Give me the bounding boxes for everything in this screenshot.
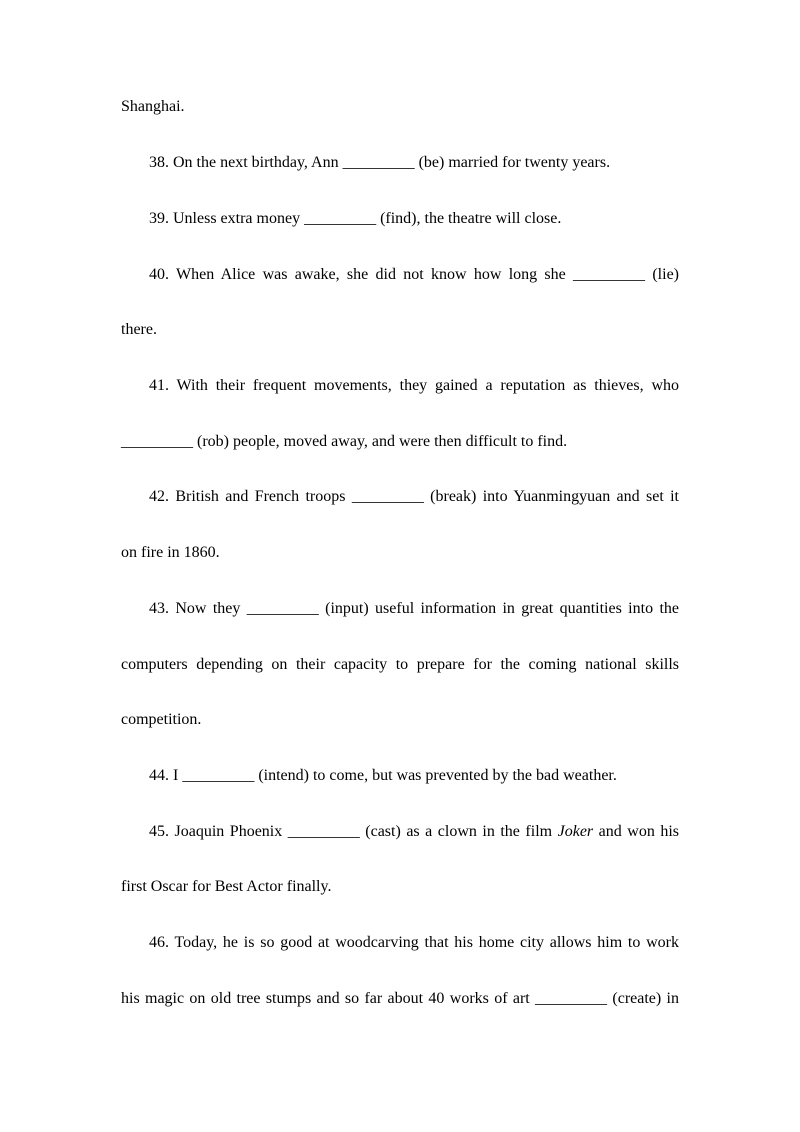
question-41-line-1: 41. With their frequent movements, they gained a reputation as thieves, who	[149, 377, 679, 394]
question-43-line-3: competition.	[121, 711, 202, 728]
question-44: 44. I _________ (intend) to come, but was prevented by the bad weather.	[149, 767, 617, 784]
question-45-text-a: 45. Joaquin Phoenix _________ (cast) as a clown in the film	[149, 823, 558, 840]
question-39: 39. Unless extra money _________ (find), the theatre will close.	[149, 210, 562, 227]
question-45-line-2: first Oscar for Best Actor finally.	[121, 878, 332, 895]
question-38: 38. On the next birthday, Ann _________ (be) married for twenty years.	[149, 154, 611, 171]
film-title-joker: Joker	[557, 823, 594, 840]
question-43-line-1: 43. Now they _________ (input) useful information in great quantities into the	[149, 600, 679, 617]
question-46-line-2: his magic on old tree stumps and so far about 40 works of art _________ (create) in	[121, 990, 679, 1007]
question-40-line-1: 40. When Alice was awake, she did not know how long she _________ (lie)	[149, 266, 679, 283]
question-42-line-1: 42. British and French troops _________ (break) into Yuanmingyuan and set it	[149, 488, 679, 505]
question-42-line-2: on fire in 1860.	[121, 544, 220, 561]
question-41-line-2: _________ (rob) people, moved away, and were then difficult to find.	[121, 433, 568, 450]
question-40-line-2: there.	[121, 321, 157, 338]
question-46-line-1: 46. Today, he is so good at woodcarving that his home city allows him to work	[149, 934, 679, 951]
text-line-shanghai: Shanghai.	[121, 98, 185, 115]
question-45-text-c: and won his	[593, 823, 680, 840]
question-43-line-2: computers depending on their capacity to prepare for the coming national skills	[121, 656, 679, 673]
question-45-line-1	[149, 822, 679, 842]
